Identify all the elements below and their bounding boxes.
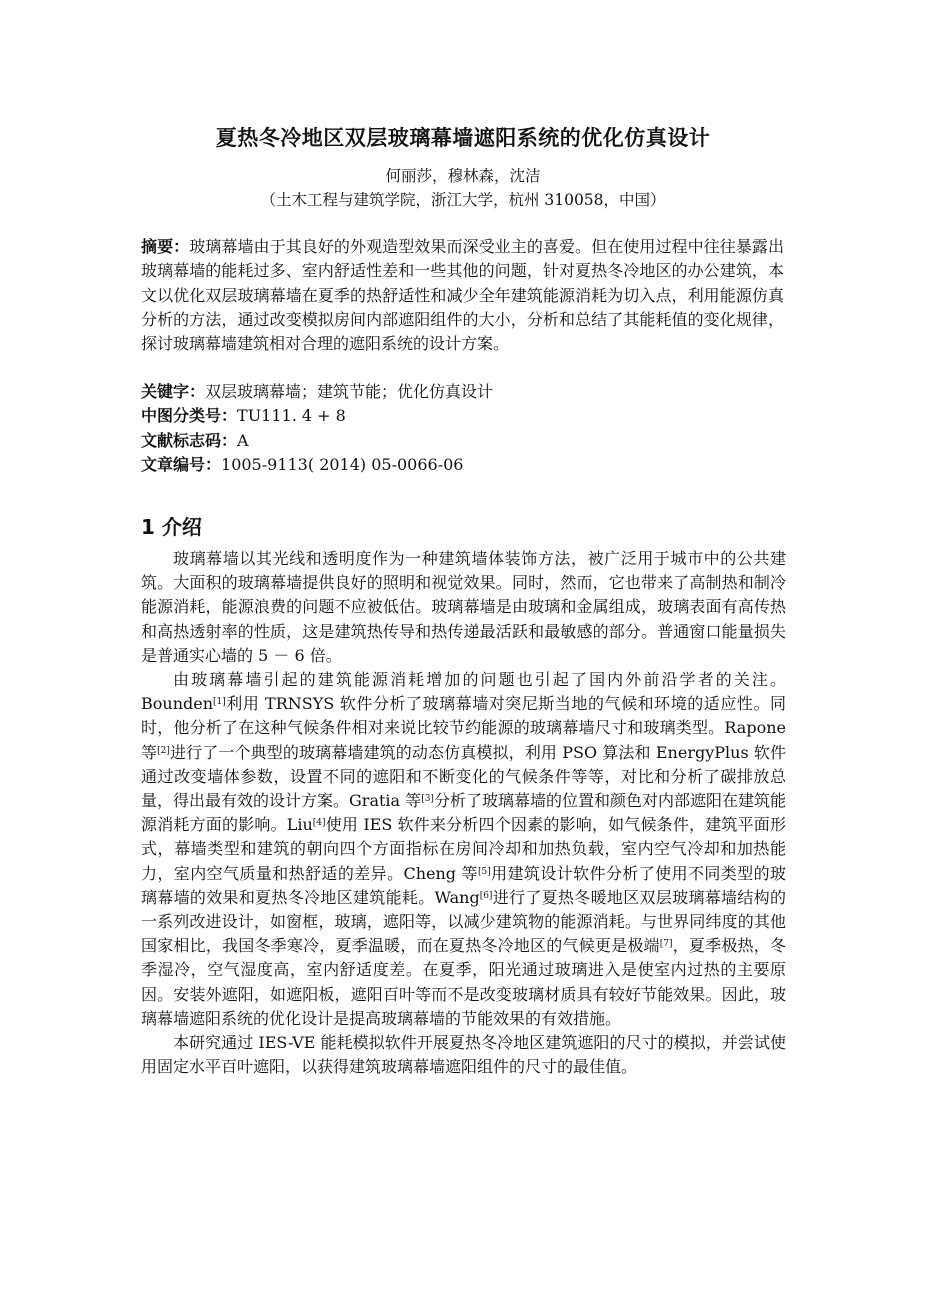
p2-text-7: 进行了夏热冬暖地区双层玻璃幕墙结构的一系列改进设计，如窗框，玻璃，遮阳等，以减少建筑物的能源消耗。与世界同纬度的其他国家相比，我国冬季寒冷，夏季温暖，而在夏热冬冷地区的气候更是极端 bbox=[141, 887, 786, 956]
article-no-line bbox=[141, 453, 784, 477]
citation-3[interactable]: [3] bbox=[421, 794, 434, 805]
citation-7[interactable]: [7] bbox=[659, 939, 673, 950]
citation-1[interactable]: [1] bbox=[213, 697, 226, 708]
clc-line bbox=[141, 404, 784, 428]
section-heading: 1 介绍 bbox=[141, 515, 202, 539]
doc-code-value: A bbox=[237, 431, 249, 450]
keywords-line bbox=[141, 380, 784, 404]
author-list: 何丽莎，穆林森，沈洁 bbox=[385, 167, 541, 185]
section-body bbox=[141, 547, 786, 1079]
paragraph-1: 玻璃幕墙以其光线和透明度作为一种建筑墙体装饰方法，被广泛用于城市中的公共建筑。大面积的玻璃幕墙提供良好的照明和视觉效果。同时，然而，它也带来了高制热和制冷能源消耗，能源浪费的问题不应被低估。玻璃幕墙是由玻璃和金属组成，玻璃表面有高传热和高热透射率的性质，这是建筑热传导和热传递最活跃和最敏感的部分。普通窗口能量损失是普通实心墙的 5 － 6 倍。 bbox=[141, 549, 786, 665]
p2-text-8: ，夏季极热，冬季湿冷，空气湿度高，室内舒适度差。在夏季，阳光通过玻璃进入是使室内过热的主要原因。安装外遮阳，如遮阳板，遮阳百叶等而不是改变玻璃材质具有较好节能效果。因此，玻璃幕墙遮阳系统的优化设计是提高玻璃幕墙的节能效果的有效措施。 bbox=[141, 936, 786, 1028]
paper-title: 夏热冬冷地区双层玻璃幕墙遮阳系统的优化仿真设计 bbox=[215, 126, 711, 150]
article-no-value: 1005-9113( 2014) 05-0066-06 bbox=[221, 455, 464, 474]
p2-text-2: 利用 TRNSYS 软件分析了玻璃幕墙对突尼斯当地的气候和环境的适应性。同时，他分析了在这种气候条件相对来说比较节约能源的玻璃幕墙尺寸和玻璃类型。Rapone 等 bbox=[141, 694, 786, 762]
affiliation: （土木工程与建筑学院，浙江大学，杭州 310058，中国） bbox=[260, 191, 666, 209]
clc-label: 中图分类号： bbox=[141, 406, 238, 425]
citation-5[interactable]: [5] bbox=[477, 866, 491, 877]
p2-text-3: 进行了一个典型的玻璃幕墙建筑的动态仿真模拟，利用 PSO 算法和 EnergyPlus 软件通过改变墙体参数，设置不同的遮阳和不断变化的气候条件等等，对比和分析了碳排放总量，得出最有效的设计方案。Gratia 等 bbox=[141, 742, 786, 811]
p2-text-6: 用建筑设计软件分析了使用不同类型的玻璃幕墙的效果和夏热冬冷地区建筑能耗。Wang bbox=[141, 863, 786, 907]
paragraph-2 bbox=[141, 668, 786, 1031]
abstract bbox=[141, 235, 784, 356]
citation-2[interactable]: [2] bbox=[157, 745, 170, 756]
paragraph-3: 本研究通过 IES-VE 能耗模拟软件开展夏热冬冷地区建筑遮阳的尺寸的模拟，并尝试使用固定水平百叶遮阳，以获得建筑玻璃幕墙遮阳组件的尺寸的最佳值。 bbox=[141, 1033, 786, 1077]
p2-text-1: 由玻璃幕墙引起的建筑能源消耗增加的问题也引起了国内外前沿学者的关注。Bounden bbox=[141, 670, 786, 714]
abstract-text: 玻璃幕墙由于其良好的外观造型效果而深受业主的喜爱。但在使用过程中往往暴露出玻璃幕墙的能耗过多、室内舒适性差和一些其他的问题，针对夏热冬冷地区的办公建筑，本文以优化双层玻璃幕墙在夏季的热舒适性和减少全年建筑能源消耗为切入点，利用能源仿真分析的方法，通过改变模拟房间内部遮阳组件的大小，分析和总结了其能耗值的变化规律，探讨玻璃幕墙建筑相对合理的遮阳系统的设计方案。 bbox=[141, 237, 784, 354]
doc-code-label: 文献标志码： bbox=[141, 431, 238, 450]
abstract-label: 摘要： bbox=[141, 237, 190, 256]
citation-4[interactable]: [4] bbox=[312, 818, 326, 829]
article-no-label: 文章编号： bbox=[141, 455, 222, 474]
clc-value: TU111. 4 + 8 bbox=[237, 406, 346, 425]
keywords-label: 关键字： bbox=[141, 382, 206, 401]
citation-6[interactable]: [6] bbox=[479, 890, 493, 901]
doc-code-line bbox=[141, 429, 784, 453]
p2-text-5: 使用 IES 软件来分析四个因素的影响，如气候条件，建筑平面形式，幕墙类型和建筑的朝向四个方面指标在房间冷却和加热负载，室内空气冷却和加热能力，室内空气质量和热舒适的差异。Cheng 等 bbox=[141, 815, 786, 883]
p2-text-4: 分析了玻璃幕墙的位置和颜色对内部遮阳在建筑能源消耗方面的影响。Liu bbox=[141, 791, 786, 835]
keywords-value: 双层玻璃幕墙；建筑节能；优化仿真设计 bbox=[205, 382, 494, 401]
